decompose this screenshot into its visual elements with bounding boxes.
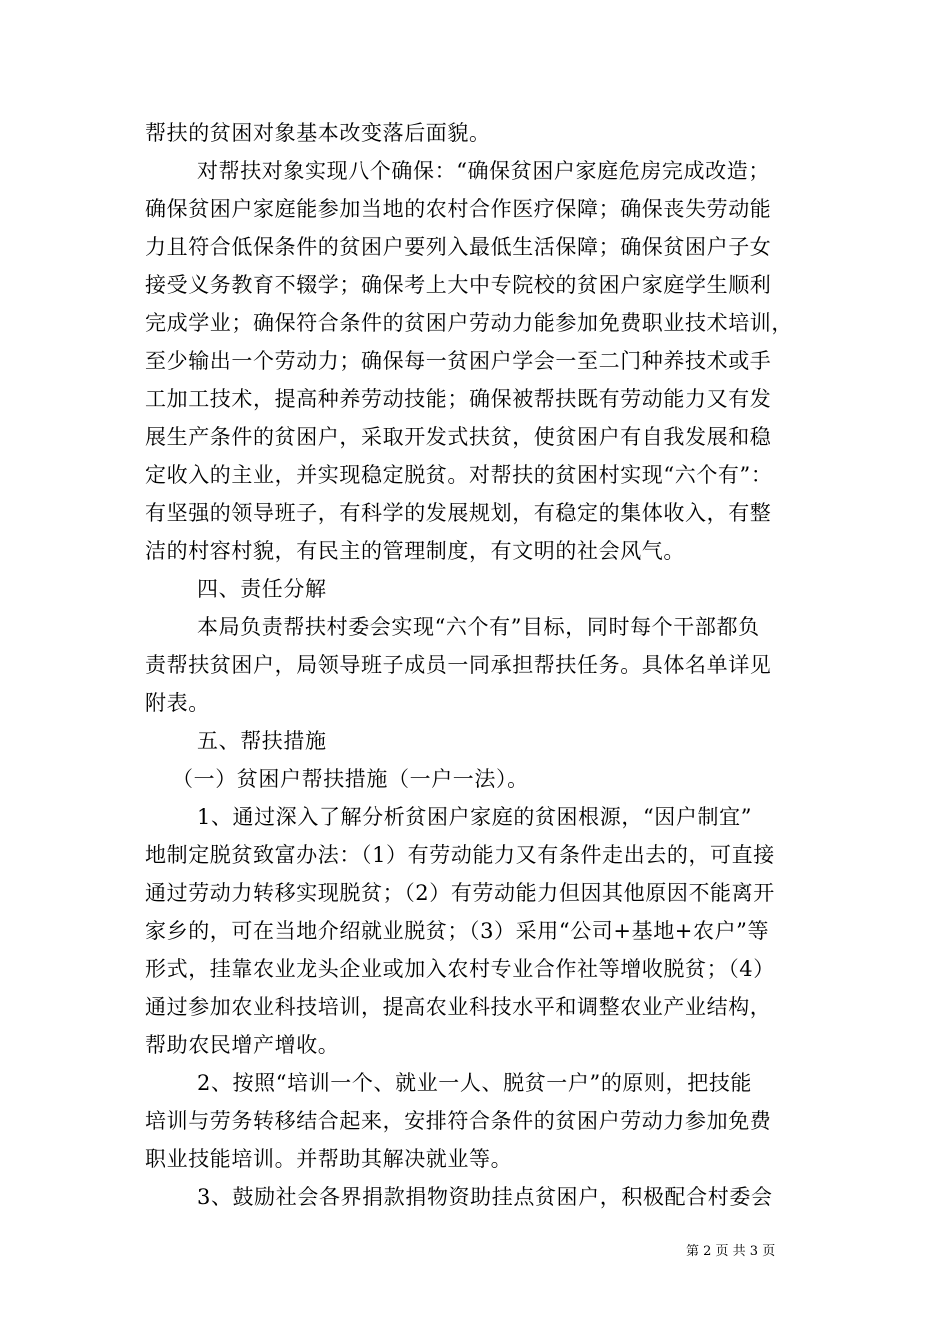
text-line: 工加工技术，提高种养劳动技能；确保被帮扶既有劳动能力又有发 (145, 387, 772, 411)
text-line: 本局负责帮扶村委会实现“六个有”目标，同时每个干部都负 (197, 615, 760, 639)
text-line: 定收入的主业，并实现稳定脱贫。对帮扶的贫困村实现“六个有”： (145, 463, 773, 487)
text-line: 家乡的，可在当地介绍就业脱贫；（3）采用“公司+基地+农户”等 (145, 919, 770, 943)
text-line: 接受义务教育不辍学；确保考上大中专院校的贫困户家庭学生顺利 (145, 273, 772, 297)
text-line: 附表。 (145, 691, 210, 715)
text-line: 地制定脱贫致富办法：（1）有劳动能力又有条件走出去的，可直接 (145, 843, 775, 867)
text-line: 培训与劳务转移结合起来，安排符合条件的贫困户劳动力参加免费 (145, 1109, 772, 1133)
text-line: 完成学业；确保符合条件的贫困户劳动力能参加免费职业技术培训， (145, 311, 793, 335)
text-line: 对帮扶对象实现八个确保：“确保贫困户家庭危房完成改造； (197, 159, 770, 183)
text-line: 通过劳动力转移实现脱贫；（2）有劳动能力但因其他原因不能离开 (145, 881, 775, 905)
page-number: 第 2 页 共 3 页 (686, 1244, 776, 1259)
section-heading: 四、责任分解 (197, 577, 327, 601)
text-line: 职业技能培训。并帮助其解决就业等。 (145, 1147, 513, 1171)
text-line: 责帮扶贫困户，局领导班子成员一同承担帮扶任务。具体名单详见 (145, 653, 772, 677)
text-line: 3、鼓励社会各界捐款捐物资助挂点贫困户，积极配合村委会 (197, 1185, 773, 1209)
subsection-heading: （一）贫困户帮扶措施（一户一法）。 (172, 767, 529, 791)
text-line: 洁的村容村貌，有民主的管理制度，有文明的社会风气。 (145, 539, 685, 563)
text-line: 有坚强的领导班子，有科学的发展规划，有稳定的集体收入，有整 (145, 501, 772, 525)
text-line: 至少输出一个劳动力；确保每一贫困户学会一至二门种养技术或手 (145, 349, 772, 373)
text-line: 通过参加农业科技培训，提高农业科技水平和调整农业产业结构， (145, 995, 772, 1019)
text-line: 形式，挂靠农业龙头企业或加入农村专业合作社等增收脱贫；（4） (145, 957, 775, 981)
section-heading: 五、帮扶措施 (197, 729, 327, 753)
text-line: 1、通过深入了解分析贫困户家庭的贫困根源，“因户制宜” (197, 805, 753, 829)
text-line: 2、按照“培训一个、就业一人、脱贫一户”的原则，把技能 (197, 1071, 753, 1095)
text-line: 帮助农民增产增收。 (145, 1033, 340, 1057)
text-line: 确保贫困户家庭能参加当地的农村合作医疗保障；确保丧失劳动能 (145, 197, 772, 221)
text-line: 帮扶的贫困对象基本改变落后面貌。 (145, 121, 491, 145)
text-line: 力且符合低保条件的贫困户要列入最低生活保障；确保贫困户子女 (145, 235, 772, 259)
text-line: 展生产条件的贫困户，采取开发式扶贫，使贫困户有自我发展和稳 (145, 425, 772, 449)
